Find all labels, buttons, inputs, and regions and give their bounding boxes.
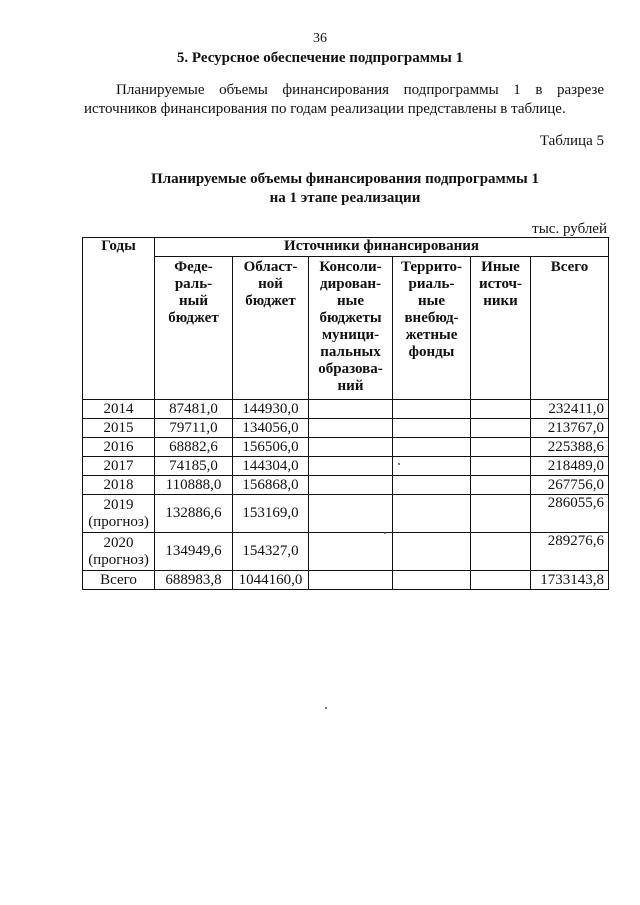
- sub-header-3: Террито- риаль- ные внебюд- жетные фонды: [393, 257, 471, 400]
- cell-year: 2018: [83, 476, 155, 495]
- table-row: [83, 438, 609, 457]
- cell-municipal: [309, 457, 393, 476]
- header-sources: Источники финансирования: [155, 238, 609, 257]
- cell-regional: 156506,0: [233, 438, 309, 457]
- cell-total: 267756,0: [531, 476, 609, 495]
- sub-header-0: Феде- раль- ный бюджет: [155, 257, 233, 400]
- cell-territorial: [393, 419, 471, 438]
- cell-territorial: [393, 495, 471, 533]
- cell-territorial: [393, 400, 471, 419]
- cell-total: 213767,0: [531, 419, 609, 438]
- cell-total: 286055,6: [531, 495, 609, 533]
- table-title: [0, 170, 640, 208]
- intro-paragraph: [84, 81, 604, 119]
- cell-regional: 156868,0: [233, 476, 309, 495]
- sub-header-row: [83, 257, 609, 400]
- table-row: [83, 457, 609, 476]
- cell-municipal: [309, 476, 393, 495]
- cell-other: [471, 476, 531, 495]
- cell-territorial: [393, 533, 471, 571]
- cell-federal: 68882,6: [155, 438, 233, 457]
- cell-year: Всего: [83, 571, 155, 590]
- table-label: Таблица 5: [539, 133, 604, 149]
- cell-federal: 688983,8: [155, 571, 233, 590]
- cell-municipal: [309, 438, 393, 457]
- cell-other: [471, 495, 531, 533]
- cell-total: 232411,0: [531, 400, 609, 419]
- cell-federal: 79711,0: [155, 419, 233, 438]
- sub-header-5: Всего: [531, 257, 609, 400]
- scan-speck: [384, 532, 386, 534]
- cell-federal: 87481,0: [155, 400, 233, 419]
- cell-regional: 144930,0: [233, 400, 309, 419]
- cell-territorial: [393, 438, 471, 457]
- units-label: тыс. рублей: [532, 221, 607, 237]
- cell-territorial: [393, 476, 471, 495]
- cell-territorial: [393, 457, 471, 476]
- cell-total: 289276,6: [531, 533, 609, 571]
- sub-header-4: Иные источ- ники: [471, 257, 531, 400]
- table-row: [83, 533, 609, 571]
- sub-header-1: Област- ной бюджет: [233, 257, 309, 400]
- cell-year: 2014: [83, 400, 155, 419]
- cell-year: 2016: [83, 438, 155, 457]
- cell-year: 2019 (прогноз): [83, 495, 155, 533]
- cell-total: 1733143,8: [531, 571, 609, 590]
- table-row: [83, 400, 609, 419]
- cell-federal: 110888,0: [155, 476, 233, 495]
- cell-total: 225388,6: [531, 438, 609, 457]
- table-row: [83, 571, 609, 590]
- cell-other: [471, 400, 531, 419]
- cell-municipal: [309, 400, 393, 419]
- cell-total: 218489,0: [531, 457, 609, 476]
- cell-federal: 74185,0: [155, 457, 233, 476]
- cell-year: 2015: [83, 419, 155, 438]
- table-row: [83, 495, 609, 533]
- cell-municipal: [309, 533, 393, 571]
- cell-regional: 1044160,0: [233, 571, 309, 590]
- cell-municipal: [309, 571, 393, 590]
- cell-regional: 154327,0: [233, 533, 309, 571]
- cell-territorial: [393, 571, 471, 590]
- scan-speck: [398, 463, 400, 465]
- cell-other: [471, 438, 531, 457]
- cell-other: [471, 571, 531, 590]
- cell-federal: 134949,6: [155, 533, 233, 571]
- scan-speck: [325, 707, 327, 709]
- cell-regional: 153169,0: [233, 495, 309, 533]
- table-title-line2: на 1 этапе реализации: [269, 190, 421, 206]
- sub-header-2: Консоли- дирован- ные бюджеты муници- пальных образова- ний: [309, 257, 393, 400]
- table-title-line1: Планируемые объемы финансирования подпрограммы 1: [151, 171, 539, 187]
- cell-regional: 134056,0: [233, 419, 309, 438]
- table-row: [83, 476, 609, 495]
- cell-other: [471, 419, 531, 438]
- cell-other: [471, 533, 531, 571]
- cell-year: 2020 (прогноз): [83, 533, 155, 571]
- cell-other: [471, 457, 531, 476]
- intro-text: Планируемые объемы финансирования подпрограммы 1 в разрезе источников финансирования по годам реализации представлены в таблице.: [84, 82, 604, 117]
- cell-municipal: [309, 495, 393, 533]
- table-row: [83, 419, 609, 438]
- table-body: [83, 400, 609, 590]
- cell-regional: 144304,0: [233, 457, 309, 476]
- page-number: 36: [313, 31, 327, 46]
- financing-table: [82, 237, 609, 590]
- cell-municipal: [309, 419, 393, 438]
- header-years: Годы: [83, 238, 155, 400]
- cell-year: 2017: [83, 457, 155, 476]
- cell-federal: 132886,6: [155, 495, 233, 533]
- section-title: 5. Ресурсное обеспечение подпрограммы 1: [176, 50, 464, 66]
